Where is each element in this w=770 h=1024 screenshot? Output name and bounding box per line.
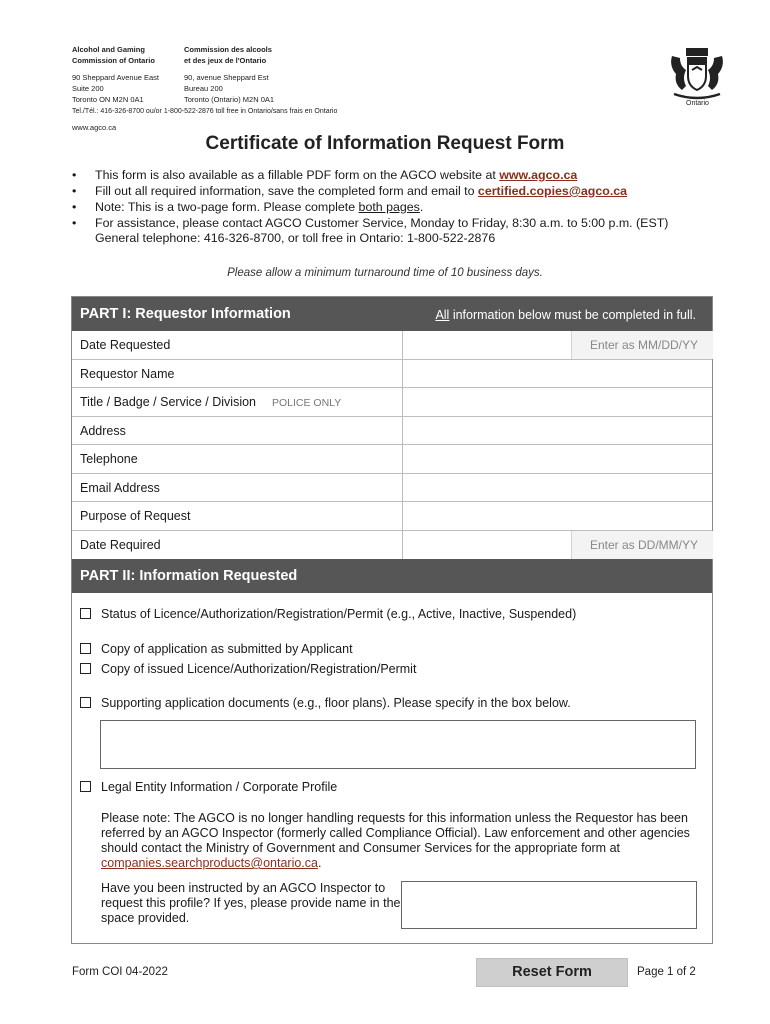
part1-header [72,297,712,331]
option-legal-entity[interactable] [80,780,337,795]
website-text: www.agco.ca [72,123,117,132]
bullet-text: Note: This is a two-page form. Please complete [95,200,359,214]
logo-label: Ontario [686,100,709,107]
option-label: Copy of issued Licence/Authorization/Registration/Permit [101,662,417,676]
row-date-required [72,531,712,560]
date-requested-placeholder: Enter as MM/DD/YY [589,338,698,352]
list-item [72,200,712,215]
checkbox[interactable] [80,781,91,792]
option-status[interactable] [80,607,576,622]
ontario-email-link[interactable]: companies.searchproducts@ontario.ca [101,856,318,870]
supporting-docs-input[interactable] [100,720,696,769]
part2-header [72,559,712,593]
please-note-paragraph: Please note: The AGCO is no longer handling requests for this information unless the Requestor has been referred by an AGCO Inspector (formerly called Compliance Official). Law enforcement and other agencies should contact the Ministry of Government and Consumer Services for the appropriate form at companies.searchproducts@ontario.ca. [101,811,690,870]
row-address [72,417,712,446]
date-required-field[interactable] [402,531,712,559]
email-link[interactable]: certified.copies@agco.ca [477,184,628,198]
checkbox[interactable] [80,663,91,674]
bullet-text: Fill out all required information, save the completed form and email to [95,184,478,198]
row-requestor-name [72,360,712,389]
police-only-note: POLICE ONLY [272,397,342,409]
option-label: Status of Licence/Authorization/Registration/Permit (e.g., Active, Inactive, Suspended) [101,607,577,621]
checkbox[interactable] [80,643,91,654]
address-en-2: Suite 200 [72,84,104,93]
title-badge-field[interactable] [402,388,712,416]
list-item [72,216,712,245]
org-name-fr-1: Commission des alcools [184,45,272,54]
row-date-requested [72,331,712,360]
bullet-text: This form is also available as a fillable PDF form on the AGCO website at [95,168,500,182]
bullet-text: For assistance, please contact AGCO Customer Service, Monday to Friday, 8:30 a.m. to 5:00 p.m. (EST) General telephone: 416-326-8700, or toll free in Ontario: 1-800-522-2876 [95,216,669,245]
date-required-label: Date Required [80,537,161,552]
address-fr-1: 90, avenue Sheppard Est [184,73,269,82]
inspector-name-input[interactable] [401,881,697,929]
turnaround-note: Please allow a minimum turnaround time of 10 business days. [227,267,543,279]
requestor-name-label: Requestor Name [80,366,175,381]
part1-note: All information below must be completed in full. [435,308,696,322]
date-requested-label: Date Requested [80,338,171,352]
email-field[interactable] [402,474,712,502]
date-required-placeholder: Enter as DD/MM/YY [589,537,698,552]
form-id: Form COI 04-2022 [72,966,168,978]
option-label: Copy of application as submitted by Applicant [101,642,353,656]
both-pages-text: both pages [358,200,420,214]
email-label: Email Address [80,480,160,495]
checkbox[interactable] [80,608,91,619]
list-item [72,184,712,199]
row-email [72,474,712,503]
agency-french [184,44,314,105]
option-supporting-docs[interactable] [80,696,571,711]
phone-line: Tel./Tél.: 416-326-8700 ou/or 1-800-522-2876 toll free in Ontario/sans frais en Ontario [72,108,338,115]
telephone-field[interactable] [402,445,712,473]
address-en-3: Toronto ON M2N 0A1 [72,95,144,104]
requestor-name-field[interactable] [402,360,712,388]
checkbox[interactable] [80,697,91,708]
agency-english [72,44,202,105]
date-requested-field[interactable] [402,331,712,359]
address-fr-3: Toronto (Ontario) M2N 0A1 [184,95,275,104]
option-copy-licence[interactable] [80,662,416,677]
inspector-question: Have you been instructed by an AGCO Inspector to request this profile? If yes, please provide name in the space provided. [101,881,401,925]
row-purpose [72,502,712,531]
instructions-list [72,168,712,247]
address-label: Address [80,423,126,438]
reset-form-button[interactable]: Reset Form [476,958,628,987]
row-telephone [72,445,712,474]
telephone-label: Telephone [80,452,138,466]
org-name-en-1: Alcohol and Gaming [72,45,145,54]
option-label: Supporting application documents (e.g., floor plans). Please specify in the box below. [101,696,571,710]
purpose-field[interactable] [402,502,712,530]
address-fr-2: Bureau 200 [184,84,223,93]
page-number: Page 1 of 2 [637,966,696,978]
part1-title: PART I: Requestor Information [80,306,291,322]
option-label: Legal Entity Information / Corporate Profile [101,780,338,794]
address-en-1: 90 Sheppard Avenue East [72,73,160,82]
purpose-label: Purpose of Request [80,509,191,523]
ontario-crest-icon [668,46,726,108]
address-field[interactable] [402,417,712,445]
bullet-text-end: . [419,200,424,214]
form-frame [71,296,713,944]
option-copy-application[interactable] [80,642,353,657]
page-title: Certificate of Information Request Form [205,133,565,154]
title-badge-label: Title / Badge / Service / Division POLICE ONLY [80,395,342,409]
org-name-fr-2: et des jeux de l'Ontario [184,56,267,65]
row-title-badge [72,388,712,417]
part2-title: PART II: Information Requested [80,568,298,584]
list-item [72,168,712,183]
agco-website-link[interactable]: www.agco.ca [499,168,578,182]
org-name-en-2: Commission of Ontario [72,56,155,65]
